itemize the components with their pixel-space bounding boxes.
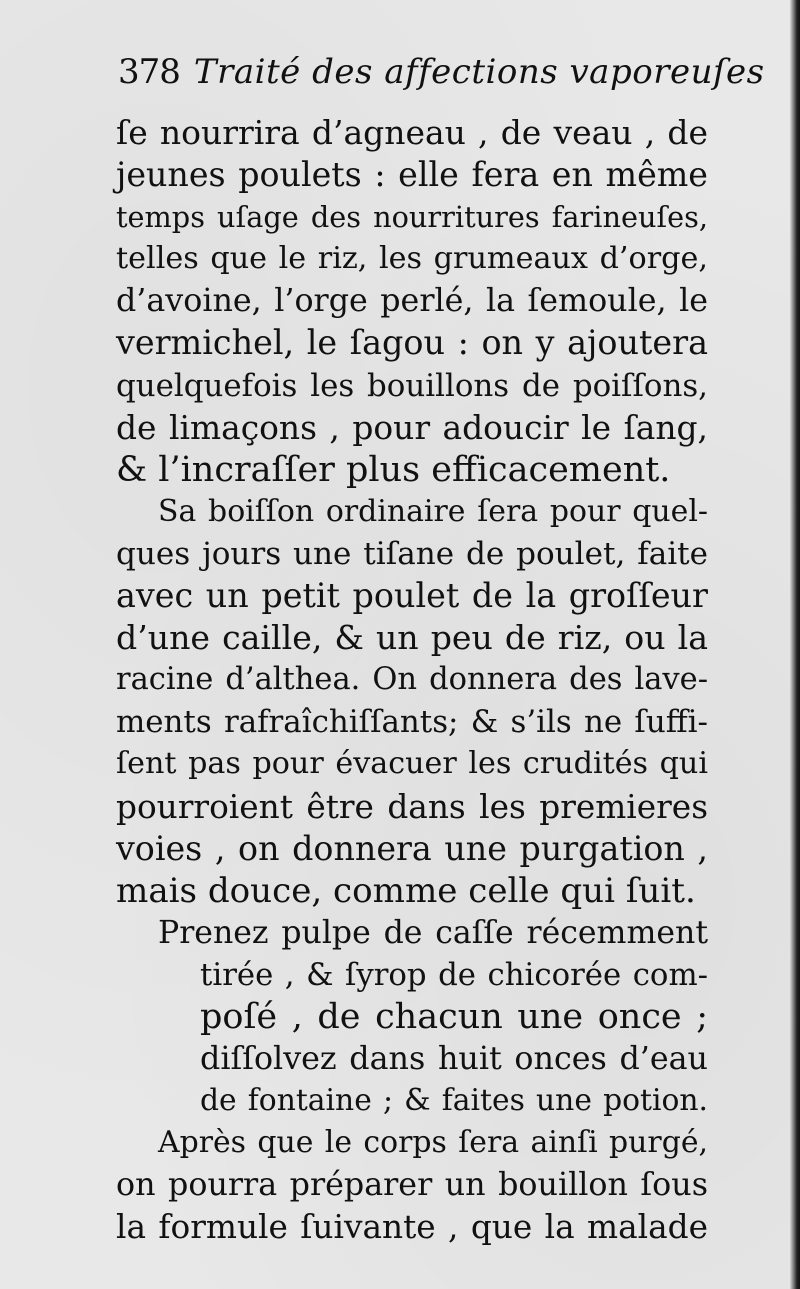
text-line: jeunes poulets : elle fera en même	[116, 155, 708, 195]
text-line: voies , on donnera une purgation ,	[116, 828, 708, 868]
body-text	[116, 112, 708, 1249]
text-line: pourroient être dans les premieres	[116, 787, 708, 826]
recipe-line: de fontaine ; & faites une potion.	[200, 1083, 708, 1119]
text-line: mais douce, comme celle qui ſuit.	[116, 870, 696, 911]
text-line: telles que le riz, les grumeaux d’orge,	[116, 241, 708, 277]
page-number: 378	[118, 52, 180, 92]
text-line: vermichel, le ſagou : on y ajoutera	[116, 323, 708, 363]
recipe-first-line: Prenez pulpe de caſſe récemment	[158, 914, 708, 951]
recipe-line: diſſolvez dans huit onces d’eau	[200, 1041, 708, 1078]
text-line: ſent pas pour évacuer les crudités qui	[116, 746, 708, 782]
text-line: ments rafraîchiſſants; & s’ils ne ſuffi-	[116, 704, 708, 741]
paragraph-first-line: Sa boiſſon ordinaire ſera pour quel-	[158, 493, 708, 529]
text-line: quelquefois les bouillons de poiſſons,	[116, 367, 708, 404]
text-line: d’une caille, & un peu de riz, ou la	[116, 618, 708, 658]
text-line: ques jours une tiſane de poulet, faite	[116, 535, 708, 572]
recipe-line: poſé , de chacun une once ;	[200, 996, 708, 1037]
paragraph-first-line: Après que le corps ſera ainſi purgé,	[158, 1125, 708, 1161]
recipe-line: tirée , & ſyrop de chicorée com-	[200, 956, 708, 993]
text-line: la formule ſuivante , que la malade	[116, 1208, 708, 1247]
text-line: ſe nourrira d’agneau , de veau , de	[116, 113, 708, 152]
text-line: d’avoine, l’orge perlé, la ſemoule, le	[116, 283, 708, 320]
text-line: & l’incraſſer plus efficacement.	[116, 449, 671, 490]
page-edge-shadow	[790, 0, 800, 1289]
text-line: de limaçons , pour adoucir le ſang,	[116, 407, 708, 447]
text-line: temps uſage des nourritures farineuſes,	[116, 200, 708, 235]
running-title: Traité des affections vaporeuſes	[193, 52, 765, 92]
text-line: racine d’althea. On donnera des lave-	[116, 662, 708, 698]
text-line: avec un petit poulet de la groſſeur	[116, 576, 708, 616]
running-head	[118, 46, 765, 98]
text-line: on pourra préparer un bouillon ſous	[116, 1167, 708, 1204]
